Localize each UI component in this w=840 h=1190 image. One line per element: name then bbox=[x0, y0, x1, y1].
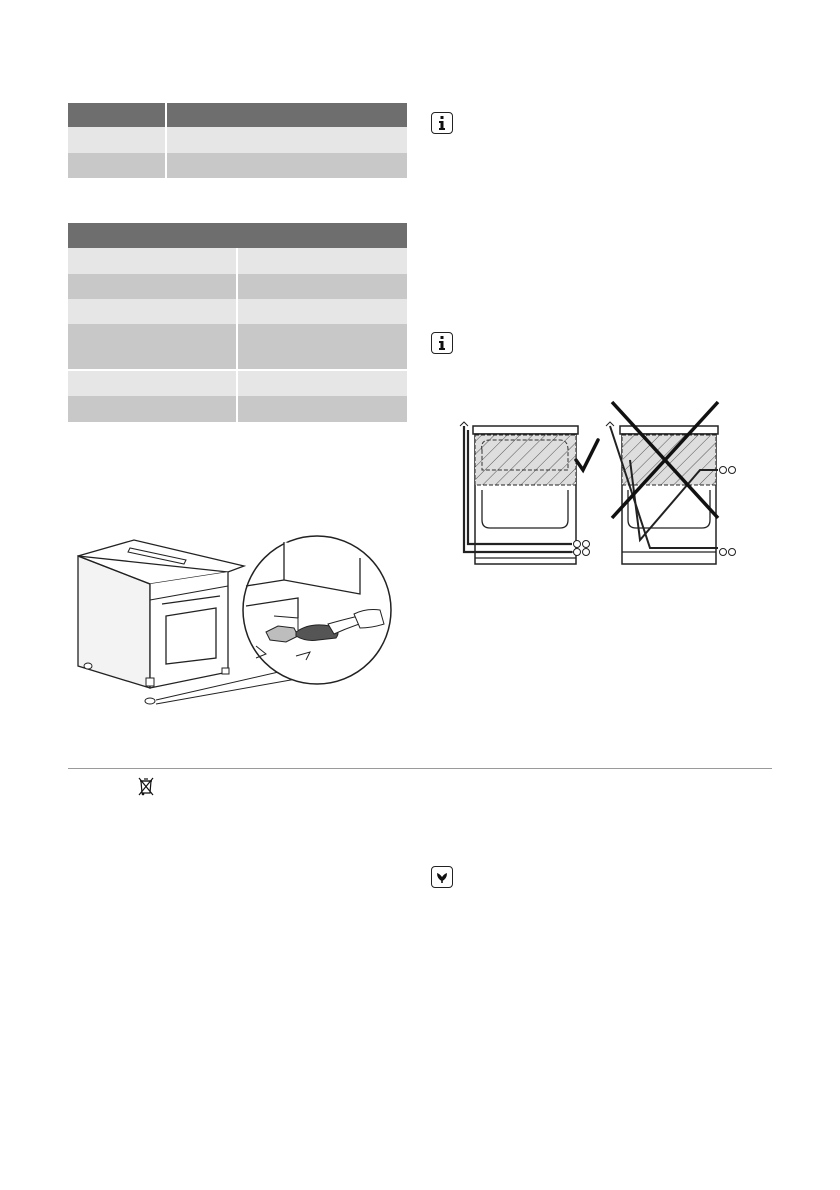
incorrect-installation-drawing bbox=[606, 402, 736, 564]
table-row bbox=[68, 370, 407, 396]
section-divider bbox=[68, 768, 772, 769]
table-row bbox=[68, 153, 407, 178]
leveling-feet-adjustment-figure bbox=[66, 528, 396, 710]
table-cell bbox=[68, 153, 166, 178]
table-cell bbox=[237, 324, 407, 370]
table-cell bbox=[237, 274, 407, 299]
info-icon bbox=[431, 112, 453, 134]
table-cell bbox=[237, 248, 407, 274]
correct-installation-drawing bbox=[460, 422, 598, 564]
table-cell bbox=[68, 396, 237, 422]
table-row bbox=[68, 324, 407, 370]
table-header-cell bbox=[68, 103, 166, 127]
foot-adjustment-detail bbox=[243, 536, 391, 684]
anti-tilt-chain-installation-figure bbox=[440, 400, 750, 572]
table-cell bbox=[166, 153, 407, 178]
table-row bbox=[68, 274, 407, 299]
table-cell bbox=[68, 299, 237, 324]
table-cell bbox=[237, 370, 407, 396]
table-1-header-row bbox=[68, 103, 407, 127]
table-cell bbox=[166, 127, 407, 153]
environment-leaf-icon bbox=[431, 866, 453, 888]
table-row bbox=[68, 248, 407, 274]
table-cell bbox=[68, 370, 237, 396]
check-mark-icon bbox=[576, 440, 598, 470]
table-row bbox=[68, 299, 407, 324]
table-header-cell bbox=[68, 223, 407, 248]
table-cell bbox=[68, 274, 237, 299]
table-cell bbox=[68, 248, 237, 274]
table-row bbox=[68, 396, 407, 422]
crossed-out-wheelie-bin-icon bbox=[137, 777, 155, 797]
table-1 bbox=[68, 103, 407, 178]
table-cell bbox=[237, 299, 407, 324]
table-2-header-row bbox=[68, 223, 407, 248]
table-header-cell bbox=[166, 103, 407, 127]
info-icon bbox=[431, 332, 453, 354]
table-row bbox=[68, 127, 407, 153]
table-cell bbox=[237, 396, 407, 422]
table-cell bbox=[68, 127, 166, 153]
appliance-drawing bbox=[78, 540, 244, 704]
table-2 bbox=[68, 223, 407, 422]
table-cell bbox=[68, 324, 237, 370]
